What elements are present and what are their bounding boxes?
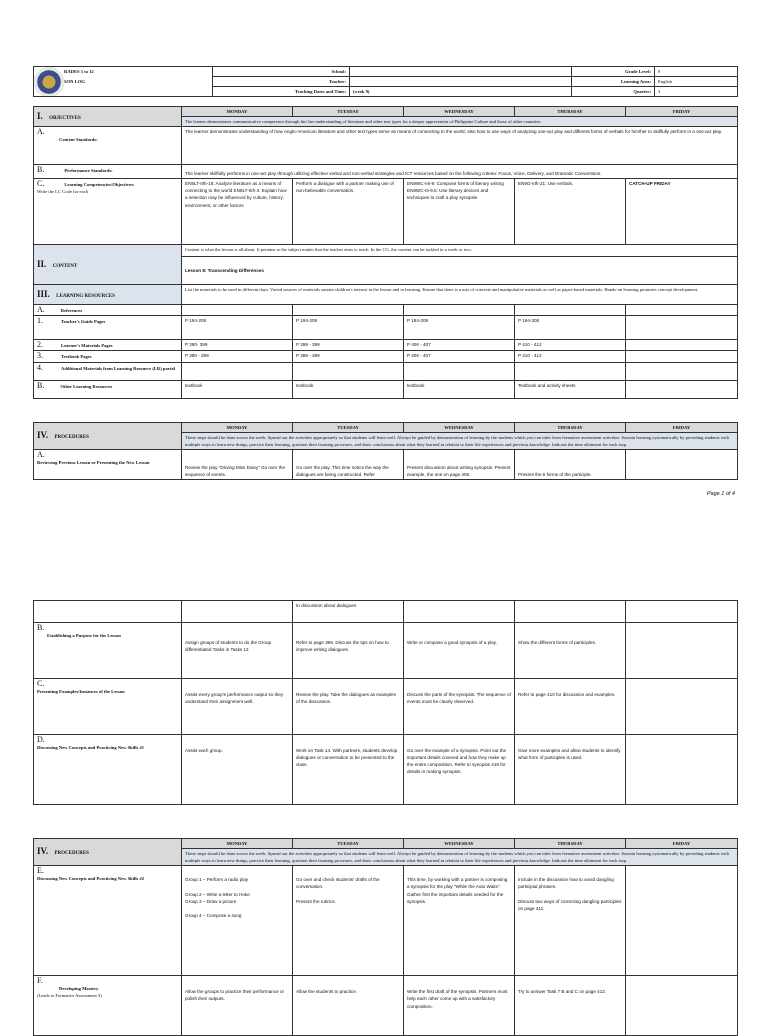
day-monday: MONDAY: [182, 107, 293, 117]
mastery-thursday: Try to answer Task 7 B and C on page 412.: [515, 976, 626, 1036]
performance-standards-label: B. Performance Standards:: [34, 165, 182, 179]
tg-thursday: P 194-208: [515, 316, 626, 340]
header-table: [33, 66, 738, 97]
grade-level-label: Grade Level:: [572, 67, 655, 77]
new-skills-2-label: E. Discussing New Concepts and Practicing New Skills #2: [34, 866, 182, 976]
skills1-thursday: Give more examples and allow students to identify what form of participles is used.: [515, 735, 626, 805]
quarter-value: 3: [655, 87, 738, 97]
lesson-log-table: [33, 106, 738, 399]
review-lesson-label: A. Reviewing Previous Lesson or Presenting the New Lesson: [34, 450, 182, 480]
review-monday: Review the play "Driving Miss Daisy" Go over the sequence of events.: [182, 450, 293, 480]
procedures-note: These steps should be done across the week. Spread out the activities appropriately so that students will learn well. Always be guided by demonstration of learning by the students which you can infer from formative assessment activities. Sustain learning systematically by providing students with multiple ways to learn new things, practice their learning, question their learning processes, and draw conclusions about what they learned in relation to their life experiences and previous knowledge. Indicate the time allotment for each step.: [182, 849, 738, 866]
day-wednesday: WEDNESDAY: [404, 107, 515, 117]
quarter-label: Quarter:: [572, 87, 655, 97]
skills2-tuesday: Go over and check students' drafts of the conversation. Present the rubrics.: [293, 866, 404, 976]
learning-area-value: English: [655, 77, 738, 87]
day-friday: FRIDAY: [626, 839, 738, 849]
resources-heading: III. LEARNING RESOURCES: [34, 285, 182, 305]
procedures-heading: IV. PROCEDURES: [34, 839, 182, 866]
competency-friday: CATCH-UP FRIDAY: [626, 179, 738, 245]
day-friday: FRIDAY: [626, 107, 738, 117]
additional-materials-label: 4. Additional Materials from Learning Resource (LR) portal: [34, 362, 182, 380]
objectives-note: The learner demonstrates communicative competence through his/ her understanding of literature and other text types for a deeper appreciation of Philippine Culture and those of other countries.: [182, 117, 738, 127]
mastery-friday: [626, 976, 738, 1036]
other-wednesday: textbook: [404, 380, 515, 398]
page-number: Page 1 of 4: [706, 491, 735, 497]
purpose-tuesday: Refer to page 399. Discuss the tips on how to improve writing dialogues.: [293, 623, 404, 679]
skills1-wednesday: Go over the example of a synopsis. Point out the important details covered and how they make up the entire composition. Refer to synopsis 419 for details in making synopsis.: [404, 735, 515, 805]
purpose-wednesday: Write or compose a good synopsis of a play.: [404, 623, 515, 679]
skills1-tuesday: Work on Task 14. With partners, students develop dialogues or conversation to be presented to the class.: [293, 735, 404, 805]
developing-mastery-label: F. Developing Mastery (Leads to Formative Assessment 3): [34, 976, 182, 1036]
examples-wednesday: Discuss the parts of the synopsis. The sequence of events must be clearly observed.: [404, 679, 515, 735]
tg-tuesday: P 194-208: [293, 316, 404, 340]
skills1-friday: [626, 735, 738, 805]
tb-tuesday: P 398 - 399: [293, 351, 404, 362]
mastery-monday: Allow the groups to practice their performance or polish their outputs.: [182, 976, 293, 1036]
lm-monday: P 390- 399: [182, 340, 293, 351]
other-thursday: Textbook and activity sheets: [515, 380, 626, 398]
mastery-tuesday: Allow the students to practice.: [293, 976, 404, 1036]
examples-tuesday: Review the play. Take the dialogues as examples of the discussion.: [293, 679, 404, 735]
school-value: [350, 67, 572, 77]
day-tuesday: TUESDAY: [293, 423, 404, 433]
learning-area-label: Learning Area:: [572, 77, 655, 87]
tb-wednesday: P 406 - 407: [404, 351, 515, 362]
purpose-thursday: Show the different forms of participles.: [515, 623, 626, 679]
skills1-monday: Assist each group.: [182, 735, 293, 805]
purpose-monday: Assign groups of students to do the Group differentiated Tasks in Tasks 12: [182, 623, 293, 679]
procedures-table-p2: [33, 600, 738, 805]
tb-thursday: P 410 - 412: [515, 351, 626, 362]
other-friday: [626, 380, 738, 398]
grade-level-value: 9: [655, 67, 738, 77]
lm-tuesday: P 398 - 399: [293, 340, 404, 351]
review-tuesday: Go over the play. This time notice the way the dialogues are being constructed. Refer: [293, 450, 404, 480]
content-standards-text: The learner demonstrates understanding of how Anglo-American literature and other text types serve as means of connecting to the world; also how to use ways of analyzing one-act play and different forms of verbals for him/her to skillfully perform in a one-act play.: [182, 127, 738, 165]
purpose-friday: [626, 623, 738, 679]
day-tuesday: TUESDAY: [293, 107, 404, 117]
day-monday: MONDAY: [182, 423, 293, 433]
procedures-table-p1: [33, 422, 738, 480]
examples-thursday: Refer to page 410 for discussion and examples.: [515, 679, 626, 735]
content-standards-label: A. Content Standards:: [34, 127, 182, 165]
skills2-thursday: Include in the discussion how to avoid dangling participial phrases. Discuss two ways of correcting dangling participles on page 411.: [515, 866, 626, 976]
procedures-heading: IV. PROCEDURES: [34, 423, 182, 450]
content-note: Content is what the lesson is all about. It pertains to the subject matter that the teacher aims to teach. In the CG, the content can be tackled in a week or two.: [182, 245, 738, 257]
teaching-dates-value: (week 9): [350, 87, 572, 97]
lm-friday: [626, 340, 738, 351]
doc-title-line2: SON LOG: [34, 77, 213, 87]
lm-wednesday: P 406 - 407: [404, 340, 515, 351]
day-friday: FRIDAY: [626, 423, 738, 433]
new-skills-1-label: D. Discussing New Concepts and Practicing New Skills #1: [34, 735, 182, 805]
day-wednesday: WEDNESDAY: [404, 839, 515, 849]
competency-thursday: EN9G-IIIh-21: Use verbals.: [515, 179, 626, 245]
day-wednesday: WEDNESDAY: [404, 423, 515, 433]
day-thursday: THURSDAY: [515, 839, 626, 849]
learning-competencies-label: C. Learning Competencies/Objectives: Write the LC Code for each: [34, 179, 182, 245]
lm-thursday: P 410 - 412: [515, 340, 626, 351]
review-wednesday: Present discussion about writing synopsis. Present example, the one on page 406.: [404, 450, 515, 480]
content-heading: II. CONTENT: [34, 245, 182, 285]
mastery-wednesday: Write the first draft of the synopsis. Partners must help each other come up with a satisfactory composition.: [404, 976, 515, 1036]
examples-label: C. Presenting Examples/Instances of the Lesson: [34, 679, 182, 735]
other-monday: textbook: [182, 380, 293, 398]
purpose-label: B. Establishing a Purpose for the Lesson: [34, 623, 182, 679]
tg-friday: [626, 316, 738, 340]
tb-monday: P 390 - 399: [182, 351, 293, 362]
competency-monday: EN9LT-IIIh-16: Analyze literature as a means of connecting to the world EN9LT-IIIh-3: Explain how a selection may be influenced by culture, history, environment, or other factors: [182, 179, 293, 245]
performance-standards-text: The learner skillfully performs in one-act play through utilizing effective verbal and non-verbal strategies and ICT resources based on the following criteria: Focus, Voice, Delivery, and Dramatic Conventions.: [182, 165, 738, 179]
textbook-pages-label: 3. Textbook Pages: [34, 351, 182, 362]
day-thursday: THURSDAY: [515, 423, 626, 433]
review-tuesday-cont: to discussion about dialogues: [293, 601, 404, 623]
teacher-value: [350, 77, 572, 87]
review-friday: [626, 450, 738, 480]
teacher-label: Teacher:: [213, 77, 350, 87]
references-label: A. References: [34, 305, 182, 316]
other-resources-label: B. Other Learning Resources: [34, 380, 182, 398]
day-thursday: THURSDAY: [515, 107, 626, 117]
day-monday: MONDAY: [182, 839, 293, 849]
resources-note: List the materials to be used in different days. Varied sources of materials sustain children's interest in the lesson and in learning. Ensure that there is a mix of concrete and manipulative materials as well as paper-based materials. Hands-on learning promotes concept development.: [182, 285, 738, 305]
doc-title-line1: RADES 1 to 12: [34, 67, 213, 77]
skills2-monday: Group 1 – Perform a radio play Group 2 – Write a letter to Hoke Group 3 – Draw a picture Group 4 – Compose a song: [182, 866, 293, 976]
objectives-heading: I. OBJECTIVES: [34, 107, 182, 127]
tg-wednesday: P 194-208: [404, 316, 515, 340]
skills2-wednesday: This time, by working with a partner is composing a synopsis for the play "While the Auto Waits". Gather first the important details needed for the synopsis.: [404, 866, 515, 976]
competency-tuesday: Perform a dialogue with a partner making use of non-believable conversation.: [293, 179, 404, 245]
lesson-title: Lesson 8: Transcending Differences: [182, 257, 738, 285]
skills2-friday: [626, 866, 738, 976]
procedures-table-p2b: [33, 838, 738, 1036]
competency-wednesday: EN9WC-IIIi-9: Compose forms of literary writing EN9WC-IIi-9.5: Use literary devices and techniques to craft a play synopsis: [404, 179, 515, 245]
learners-materials-label: 2. Learner's Materials Pages: [34, 340, 182, 351]
tb-friday: [626, 351, 738, 362]
day-tuesday: TUESDAY: [293, 839, 404, 849]
teaching-dates-label: Teaching Dates and Time:: [213, 87, 350, 97]
examples-friday: [626, 679, 738, 735]
examples-monday: Assist every group's performance output so they understand their assignment well.: [182, 679, 293, 735]
tg-monday: P 194-208: [182, 316, 293, 340]
other-tuesday: textbook: [293, 380, 404, 398]
procedures-note: These steps should be done across the week. Spread out the activities appropriately so that students will learn well. Always be guided by demonstration of learning by the students which you can infer from formative assessment activities. Sustain learning systematically by providing students with multiple ways to learn new things, practice their learning, question their learning processes, and draw conclusions about what they learned in relation to their life experiences and previous knowledge. Indicate the time allotment for each step.: [182, 433, 738, 450]
review-thursday: Present the 5 forms of the participle.: [515, 450, 626, 480]
teachers-guide-label: 1. Teacher's Guide Pages: [34, 316, 182, 340]
school-label: School:: [213, 67, 350, 77]
